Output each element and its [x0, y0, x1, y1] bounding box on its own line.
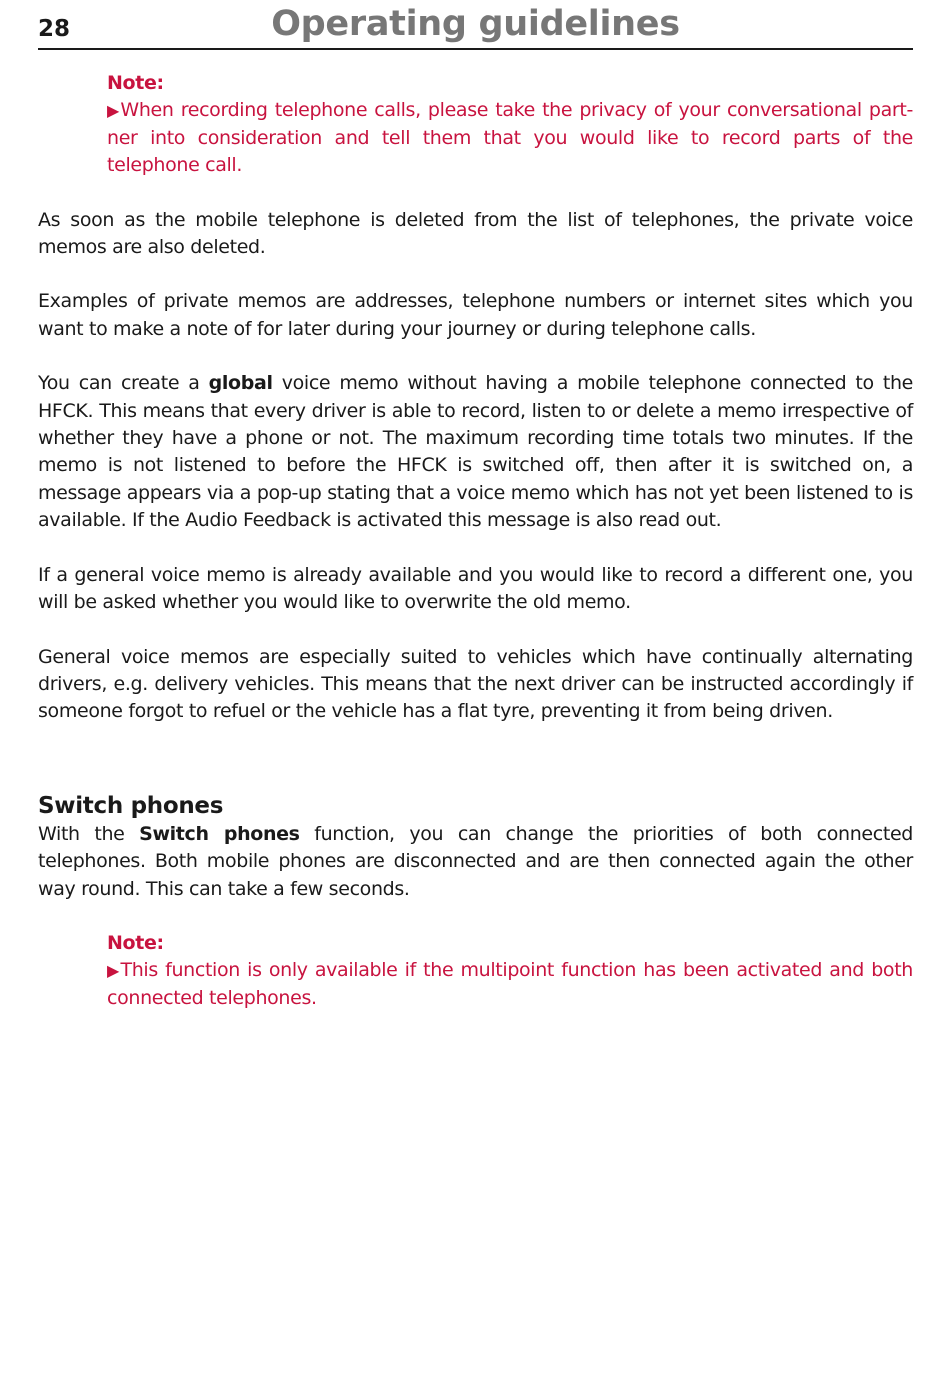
multipoint-note — [107, 930, 913, 1012]
section-heading-switch-phones: Switch phones — [38, 792, 224, 819]
note-text — [107, 97, 913, 179]
paragraph-switch-phones — [38, 821, 913, 903]
note-body: This function is only available if the multipoint function has been activated and both connected telephones. — [107, 959, 913, 1009]
privacy-note — [107, 70, 913, 180]
global-memo-text-start: You can create a — [38, 372, 209, 395]
switch-text-start: With the — [38, 822, 140, 845]
note-label: Note: — [107, 72, 164, 94]
note-body: When recording telephone calls, please take the privacy of your conversational part-ner into consideration and tell them that you would like to record parts of the telephone call. — [107, 99, 913, 177]
page-header — [38, 0, 913, 50]
switch-text-rest: function, you can change the priorities of both connected telephones. Both mobile phones are disconnected and are then connected again the other way round. This can take a few seconds. — [38, 822, 913, 900]
page-number: 28 — [38, 16, 71, 42]
switch-phones-term: Switch phones — [139, 822, 300, 845]
global-memo-text-rest: voice memo without having a mobile telephone connected to the HFCK. This means that every driver is able to record, listen to or delete a memo irrespective of whether they have a phone or not. The maximum recording time totals two minutes. If the memo is not listened to before the HFCK is switched off, then after it is switched on, a message appears via a pop-up stating that a voice memo which has not yet been listened to is available. If the Audio Feedback is activated this message is also read out. — [38, 372, 913, 532]
page-content — [38, 70, 913, 1012]
paragraph-deleted-memos: As soon as the mobile telephone is deleted from the list of telephones, the private voice memos are also deleted. — [38, 208, 913, 259]
paragraph-private-memo-examples: Examples of private memos are addresses, telephone numbers or internet sites which you want to make a note of for later during your journey or during telephone calls. — [38, 290, 913, 340]
paragraph-global-memo — [38, 370, 913, 534]
note-text — [107, 957, 913, 1012]
paragraph-general-memo-use: General voice memos are especially suited to vehicles which have continually alternating drivers, e.g. delivery vehicles. This means that the next driver can be instructed accordingly if someone forgot to refuel or the vehicle has a flat tyre, preventing it from being driven. — [38, 645, 913, 723]
page-title: Operating guidelines — [271, 4, 680, 44]
paragraph-overwrite-memo: If a general voice memo is already available and you would like to record a different one, you will be asked whether you would like to overwrite the old memo. — [38, 563, 913, 614]
arrow-right-icon: ▶ — [107, 101, 121, 121]
note-label: Note: — [107, 931, 164, 954]
arrow-right-icon: ▶ — [107, 961, 121, 981]
global-term: global — [208, 372, 273, 395]
